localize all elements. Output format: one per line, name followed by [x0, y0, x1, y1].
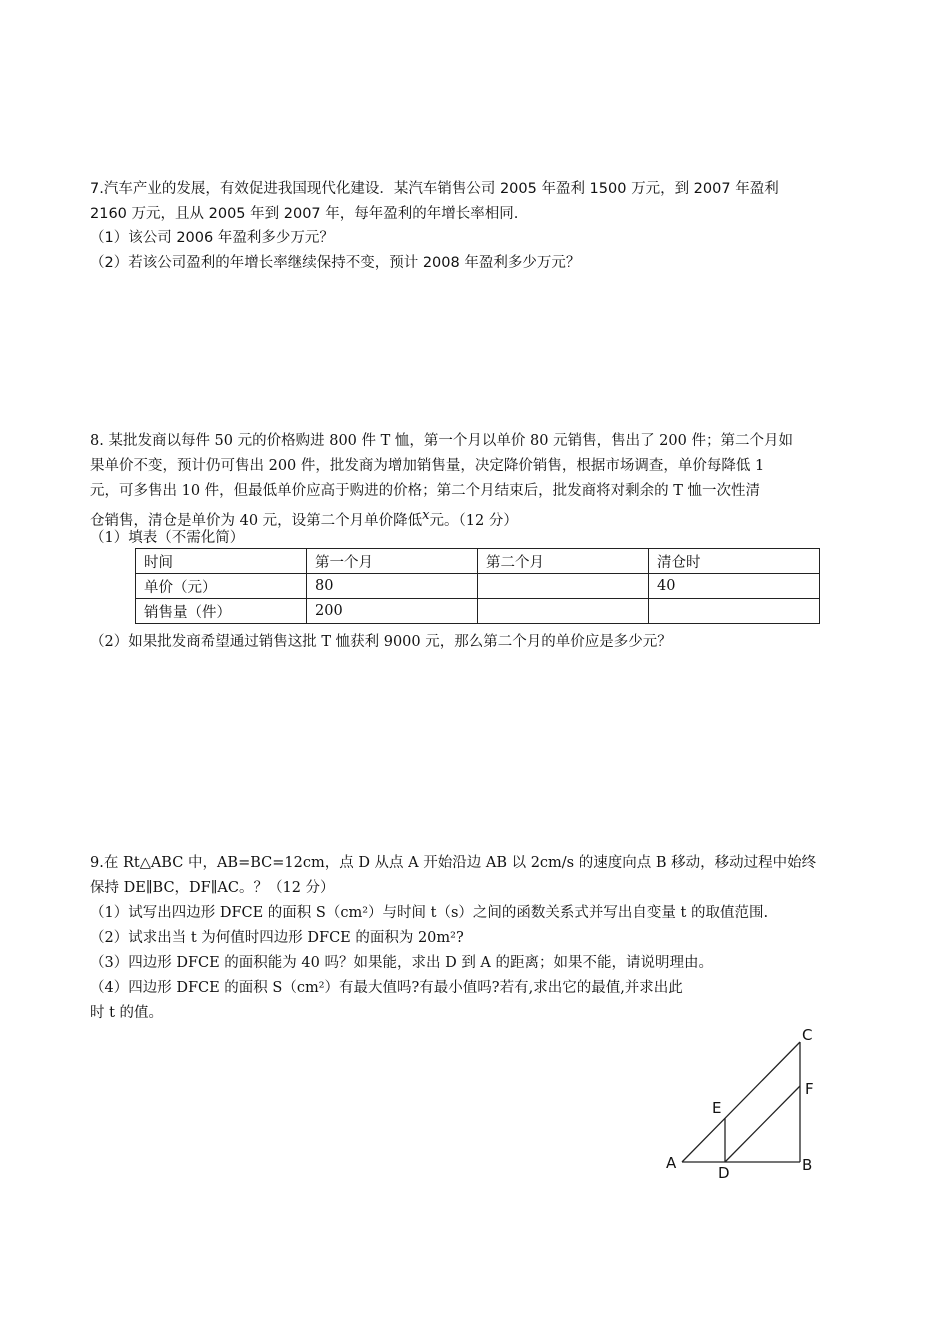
- q7-part-2: （2）若该公司盈利的年增长率继续保持不变，预计 2008 年盈利多少万元？: [90, 255, 581, 271]
- label-d: D: [718, 1164, 730, 1182]
- q8-stem-line-3: 元，可多售出 10 件，但最低单价应高于购进的价格；第二个月结束后，批发商将对剩余的 T 恤一次性清: [90, 483, 761, 499]
- table-cell: 单价（元）: [136, 574, 307, 599]
- q8-stem-line-4-pre: 仓销售，清仓是单价为 40 元，设第二个月单价降低: [90, 512, 423, 529]
- q8-part-1: （1）填表（不需化简）: [90, 530, 245, 546]
- table-cell: 第二个月: [478, 549, 649, 574]
- table-cell: [649, 599, 820, 624]
- q9-part-4-line-2: 时 t 的值。: [90, 1005, 164, 1021]
- q8-sales-table: [135, 548, 820, 624]
- q8-part-2: （2）如果批发商希望通过销售这批 T 恤获利 9000 元，那么第二个月的单价应是多少元？: [90, 634, 672, 650]
- label-c: C: [802, 1026, 813, 1044]
- q8-stem-line-4-post: 元。（12 分）: [429, 512, 518, 529]
- q9-part-2: （2）试求出当 t 为何值时四边形 DFCE 的面积为 20m²?: [90, 930, 464, 946]
- table-cell: 销售量（件）: [136, 599, 307, 624]
- table-cell: 40: [649, 574, 820, 599]
- q9-part-3: （3）四边形 DFCE 的面积能为 40 吗？如果能，求出 D 到 A 的距离；如果不能，请说明理由。: [90, 955, 714, 971]
- table-cell: 第一个月: [307, 549, 478, 574]
- q7-stem-line-1: 7.汽车产业的发展，有效促进我国现代化建设．某汽车销售公司 2005 年盈利 1500 万元，到 2007 年盈利: [90, 181, 779, 197]
- q7-part-1: （1）该公司 2006 年盈利多少万元？: [90, 230, 334, 246]
- table-cell: 清仓时: [649, 549, 820, 574]
- q8-variable-x: x: [422, 508, 430, 523]
- q8-stem-line-1: 8. 某批发商以每件 50 元的价格购进 800 件 T 恤，第一个月以单价 80 元销售，售出了 200 件；第二个月如: [90, 433, 793, 449]
- q9-part-1: （1）试写出四边形 DFCE 的面积 S（cm²）与时间 t（s）之间的函数关系式并写出自变量 t 的取值范围.: [90, 905, 769, 921]
- table-cell: [478, 599, 649, 624]
- q9-stem-line-1: 9.在 Rt△ABC 中，AB=BC=12cm，点 D 从点 A 开始沿边 AB 以 2cm/s 的速度向点 B 移动，移动过程中始终: [90, 855, 817, 871]
- segment-df: [725, 1086, 800, 1162]
- q9-part-4-line-1: （4）四边形 DFCE 的面积 S（cm²）有最大值吗?有最小值吗?若有,求出它的最值,并求出此: [90, 980, 683, 996]
- label-b: B: [802, 1156, 813, 1174]
- triangle-figure: [660, 1020, 840, 1190]
- table-cell: 200: [307, 599, 478, 624]
- table-header-row: [136, 549, 820, 574]
- label-f: F: [805, 1080, 814, 1098]
- q8-stem-line-2: 果单价不变，预计仍可售出 200 件，批发商为增加销售量，决定降价销售，根据市场调查，单价每降低 1: [90, 458, 765, 474]
- q7-stem-line-2: 2160 万元，且从 2005 年到 2007 年，每年盈利的年增长率相同.: [90, 206, 519, 222]
- table-row: [136, 599, 820, 624]
- label-e: E: [712, 1099, 722, 1117]
- segment-ac: [682, 1042, 800, 1162]
- table-cell: [478, 574, 649, 599]
- table-cell: 80: [307, 574, 478, 599]
- table-row: [136, 574, 820, 599]
- q9-stem-line-2: 保持 DE∥BC，DF∥AC。？（12 分）: [90, 880, 335, 896]
- table-cell: 时间: [136, 549, 307, 574]
- label-a: A: [666, 1154, 677, 1172]
